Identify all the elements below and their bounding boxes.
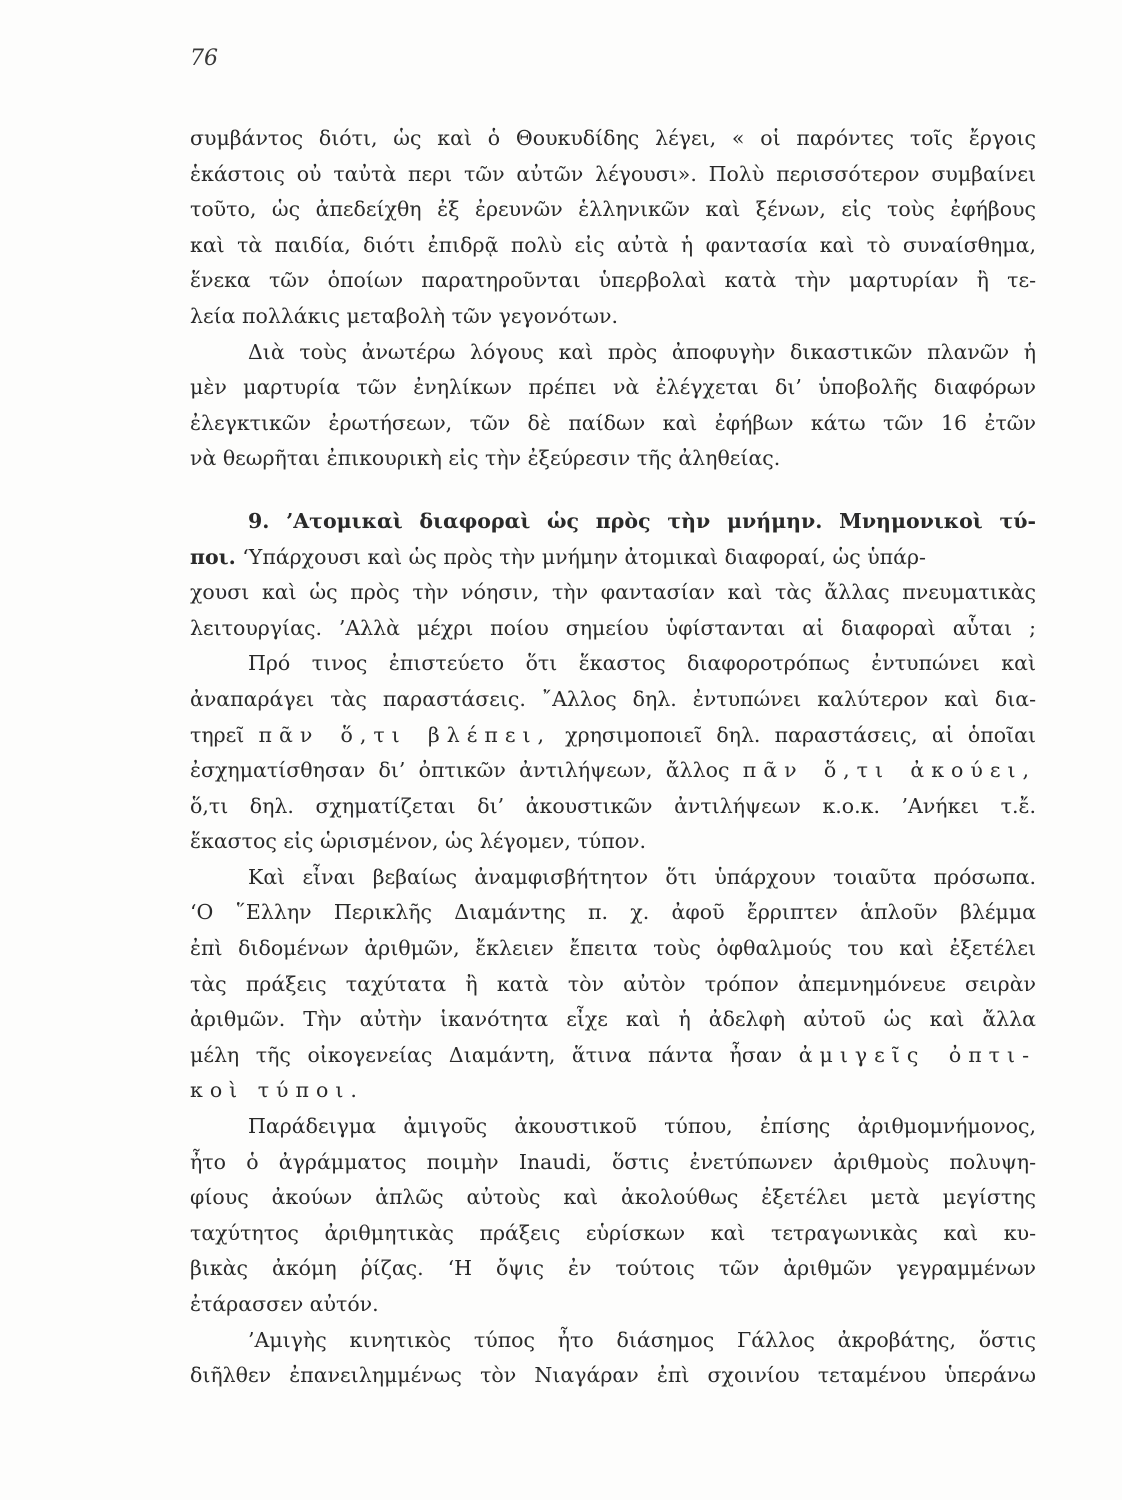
text-span: τηρεῖ (190, 722, 259, 747)
text-line: τὰς πράξεις ταχύτατα ἢ κατὰ τὸν αὐτὸν τρόπον ἀπεμνημόνευε σειρὰν (190, 971, 1036, 996)
text-line: ἐτάρασσεν αὐτόν. (190, 1292, 379, 1316)
text-line: ὅ,τι δηλ. σχηματίζεται δι’ ἀκουστικῶν ἀντιλήψεων κ.ο.κ. ’Ανήκει τ.ἔ. (190, 793, 1036, 818)
text-line: ἐπὶ διδομένων ἀριθμῶν, ἔκλειεν ἔπειτα τοὺς ὀφθαλμούς του καὶ ἐξετέλει (190, 936, 1036, 961)
text-line: βικὰς ἀκόμη ῥίζας. ‘Η ὄψις ἐν τούτοις τῶν ἀριθμῶν γεγραμμένων (190, 1256, 1036, 1281)
text-line: μὲν μαρτυρία τῶν ἐνηλίκων πρέπει νὰ ἐλέγχεται δι’ ὑποβολῆς διαφόρων (190, 375, 1036, 400)
text-line: ἀναπαράγει τὰς παραστάσεις. ῎Αλλος δηλ. ἐντυπώνει καλύτερον καὶ δια- (190, 686, 1036, 711)
text-line (190, 1038, 1036, 1074)
text-span: μέλη τῆς οἰκογενείας Διαμάντη, ἅτινα πάντα ἦσαν (190, 1042, 799, 1067)
emphasis-spaced: κοὶ τύποι. (190, 1078, 364, 1103)
emphasis-spaced: ἀμιγεῖς ὀπτι- (798, 1042, 1036, 1067)
text-line: φίους ἀκούων ἁπλῶς αὐτοὺς καὶ ἀκολούθως ἐξετέλει μετὰ μεγίστης (190, 1185, 1036, 1210)
text-line: ἕνεκα τῶν ὁποίων παρατηροῦνται ὑπερβολαὶ κατὰ τὴν μαρτυρίαν ἢ τε- (190, 268, 1036, 293)
text-line: λειτουργίας. ’Αλλὰ μέχρι ποίου σημείου ὑφίστανται αἱ διαφοραὶ αὗται ; (190, 615, 1036, 640)
text-line: Διὰ τοὺς ἀνωτέρω λόγους καὶ πρὸς ἀποφυγὴν δικαστικῶν πλανῶν ἡ (248, 339, 1036, 364)
text-line: τοῦτο, ὡς ἀπεδείχθη ἐξ ἐρευνῶν ἑλληνικῶν καὶ ξένων, εἰς τοὺς ἐφήβους (190, 197, 1036, 222)
text-line: διῆλθεν ἐπανειλημμένως τὸν Νιαγάραν ἐπὶ σχοινίου τεταμένου ὑπεράνω (190, 1363, 1036, 1388)
text-line (190, 718, 1036, 754)
section-heading: 9. ’Ατομικαὶ διαφοραὶ ὡς πρὸς τὴν μνήμην. Μνημονικοὶ τύ- (248, 508, 1036, 533)
text-line: ἀριθμῶν. Τὴν αὐτὴν ἱκανότητα εἶχε καὶ ἡ ἀδελφὴ αὐτοῦ ὡς καὶ ἄλλα (190, 1007, 1036, 1032)
page-number: 76 (190, 46, 218, 71)
text-line: ἕκαστος εἰς ὡρισμένον, ὡς λέγομεν, τύπον. (190, 829, 646, 854)
text-line: συμβάντος διότι, ὡς καὶ ὁ Θουκυδίδης λέγει, « οἱ παρόντες τοῖς ἔργοις (190, 126, 1036, 150)
text-line: ταχύτητος ἀριθμητικὰς πράξεις εὑρίσκων καὶ τετραγωνικὰς καὶ κυ- (190, 1220, 1036, 1245)
text-line: χουσι καὶ ὡς πρὸς τὴν νόησιν, τὴν φαντασίαν καὶ τὰς ἄλλας πνευματικὰς (190, 580, 1036, 605)
text-line: ’Αμιγὴς κινητικὸς τύπος ἦτο διάσημος Γάλλος ἀκροβάτης, ὅστις (248, 1327, 1036, 1352)
text-line: λεία πολλάκις μεταβολὴ τῶν γεγονότων. (190, 303, 618, 328)
emphasis-spaced: πᾶν ὅ,τι ἀκούει, (742, 758, 1036, 783)
text-line: ἑκάστοις οὐ ταὐτὰ περι τῶν αὐτῶν λέγουσι». Πολὺ περισσότερον συμβαίνει (190, 161, 1036, 186)
section-gap (190, 477, 1036, 504)
text-line: ἦτο ὁ ἀγράμματος ποιμὴν Inaudi, ὅστις ἐνετύπωνεν ἀριθμοὺς πολυψη- (190, 1149, 1036, 1174)
text-line (190, 1073, 1036, 1109)
text-line: Παράδειγμα ἀμιγοῦς ἀκουστικοῦ τύπου, ἐπίσης ἀριθμομνήμονος, (248, 1114, 1036, 1139)
text-line: καὶ τὰ παιδία, διότι ἐπιδρᾷ πολὺ εἰς αὐτὰ ἡ φαντασία καὶ τὸ συναίσθημα, (190, 232, 1036, 257)
text-line: Καὶ εἶναι βεβαίως ἀναμφισβήτητον ὅτι ὑπάρχουν τοιαῦτα πρόσωπα. (248, 864, 1036, 889)
body-text (190, 121, 1036, 1394)
emphasis-spaced: πᾶν ὅ,τι βλέπει, (258, 722, 551, 747)
text-line: νὰ θεωρῆται ἐπικουρικὴ εἰς τὴν ἐξεύρεσιν τῆς ἀληθείας. (190, 446, 781, 471)
text-line: ἐλεγκτικῶν ἐρωτήσεων, τῶν δὲ παίδων καὶ ἐφήβων κάτω τῶν 16 ἐτῶν (190, 410, 1036, 435)
text-line: ‘Ο ῞Ελλην Περικλῆς Διαμάντης π. χ. ἀφοῦ ἔρριπτεν ἁπλοῦν βλέμμα (190, 900, 1036, 925)
text-line (190, 753, 1036, 789)
text-line (190, 540, 1036, 576)
text-line: Πρό τινος ἐπιστεύετο ὅτι ἕκαστος διαφοροτρόπως ἐντυπώνει καὶ (248, 651, 1036, 676)
text-span: ‘Υπάρχουσι καὶ ὡς πρὸς τὴν μνήμην ἀτομικαὶ διαφοραί, ὡς ὑπάρ- (235, 544, 926, 569)
section-heading-continuation: ποι. (190, 544, 236, 569)
text-span: ἐσχηματίσθησαν δι’ ὀπτικῶν ἀντιλήψεων, ἄλλος (190, 758, 743, 783)
text-span: χρησιμοποιεῖ δηλ. παραστάσεις, αἱ ὁποῖαι (551, 722, 1036, 747)
